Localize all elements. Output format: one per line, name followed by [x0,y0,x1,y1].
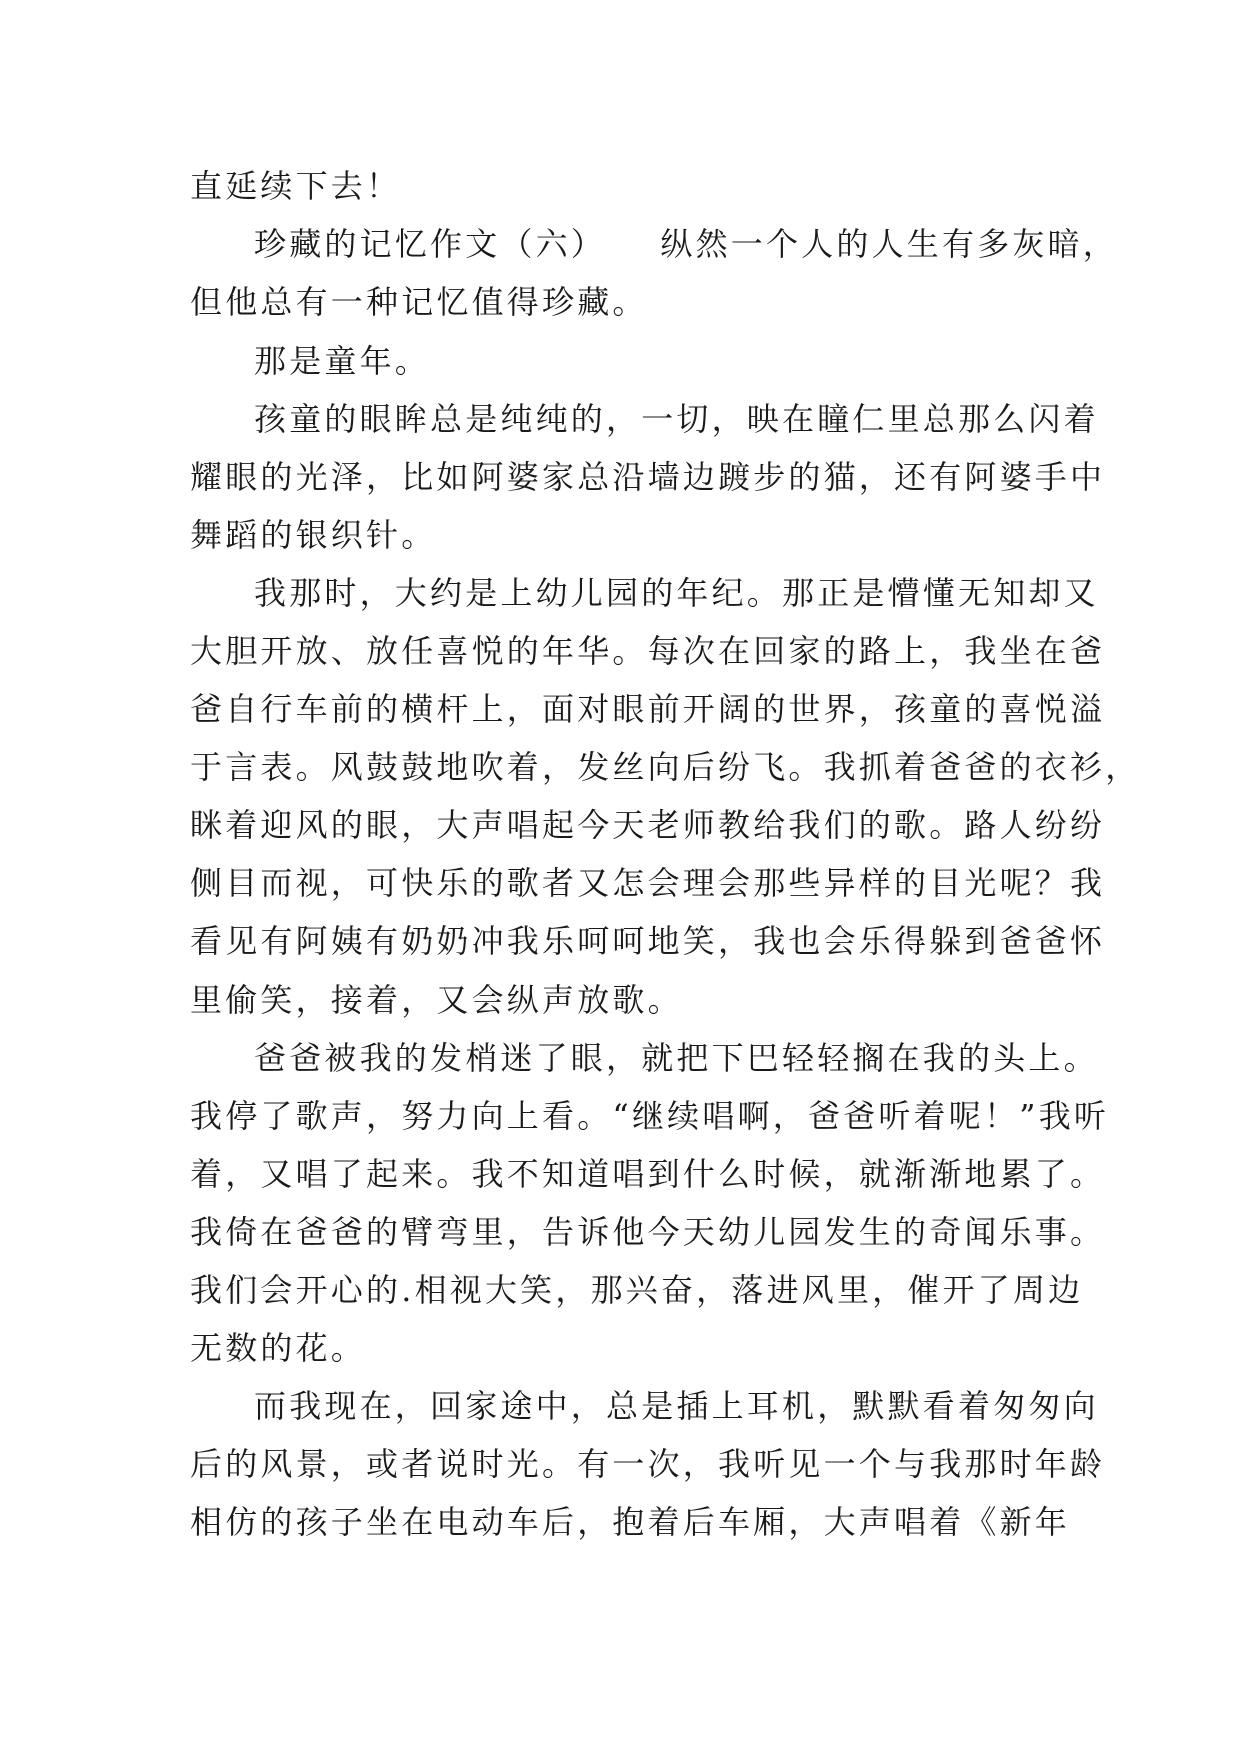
text-line: 而我现在，回家途中，总是插上耳机，默默看着匆匆向 [254,1387,1099,1425]
text-line: 相仿的孩子坐在电动车后，抱着后车厢，大声唱着《新年 [190,1503,1071,1541]
text-line: 侧目而视，可快乐的歌者又怎会理会那些异样的目光呢？我 [190,864,1106,902]
text-line: 耀眼的光泽，比如阿婆家总沿墙边踱步的猫，还有阿婆手中 [190,458,1106,496]
text-line: 后的风景，或者说时光。有一次，我听见一个与我那时年龄 [190,1445,1106,1483]
text-line: 于言表。风鼓鼓地吹着，发丝向后纷飞。我抓着爸爸的衣衫， [190,748,1141,786]
text-line: 无数的花。 [190,1329,367,1367]
text-line: 那是童年。 [254,342,431,380]
text-line: 我停了歌声，努力向上看。“继续唱啊，爸爸听着呢！”我听 [190,1097,1110,1135]
text-line: 我那时，大约是上幼儿园的年纪。那正是懵懂无知却又 [254,574,1099,612]
text-line: 我倚在爸爸的臂弯里，告诉他今天幼儿园发生的奇闻乐事。 [190,1213,1106,1251]
text-line: 直延续下去！ [190,167,402,205]
text-line: 珍藏的记忆作文（六） 纵然一个人的人生有多灰暗， [254,225,1119,263]
text-line: 看见有阿姨有奶奶冲我乐呵呵地笑，我也会乐得躲到爸爸怀 [190,922,1106,960]
text-line: 大胆开放、放任喜悦的年华。每次在回家的路上，我坐在爸 [190,632,1106,670]
text-line: 里偷笑，接着，又会纵声放歌。 [190,981,683,1019]
text-line: 爸自行车前的横杆上，面对眼前开阔的世界，孩童的喜悦溢 [190,690,1106,728]
text-line: 舞蹈的银织针。 [190,516,437,554]
text-line: 但他总有一种记忆值得珍藏。 [190,283,648,321]
text-line: 着，又唱了起来。我不知道唱到什么时候，就渐渐地累了。 [190,1155,1106,1193]
text-line: 我们会开心的.相视大笑，那兴奋，落进风里，催开了周边 [190,1271,1084,1309]
text-line: 眯着迎风的眼，大声唱起今天老师教给我们的歌。路人纷纷 [190,806,1106,844]
text-line: 孩童的眼眸总是纯纯的，一切，映在瞳仁里总那么闪着 [254,400,1099,438]
text-line: 爸爸被我的发梢迷了眼，就把下巴轻轻搁在我的头上。 [254,1039,1099,1077]
